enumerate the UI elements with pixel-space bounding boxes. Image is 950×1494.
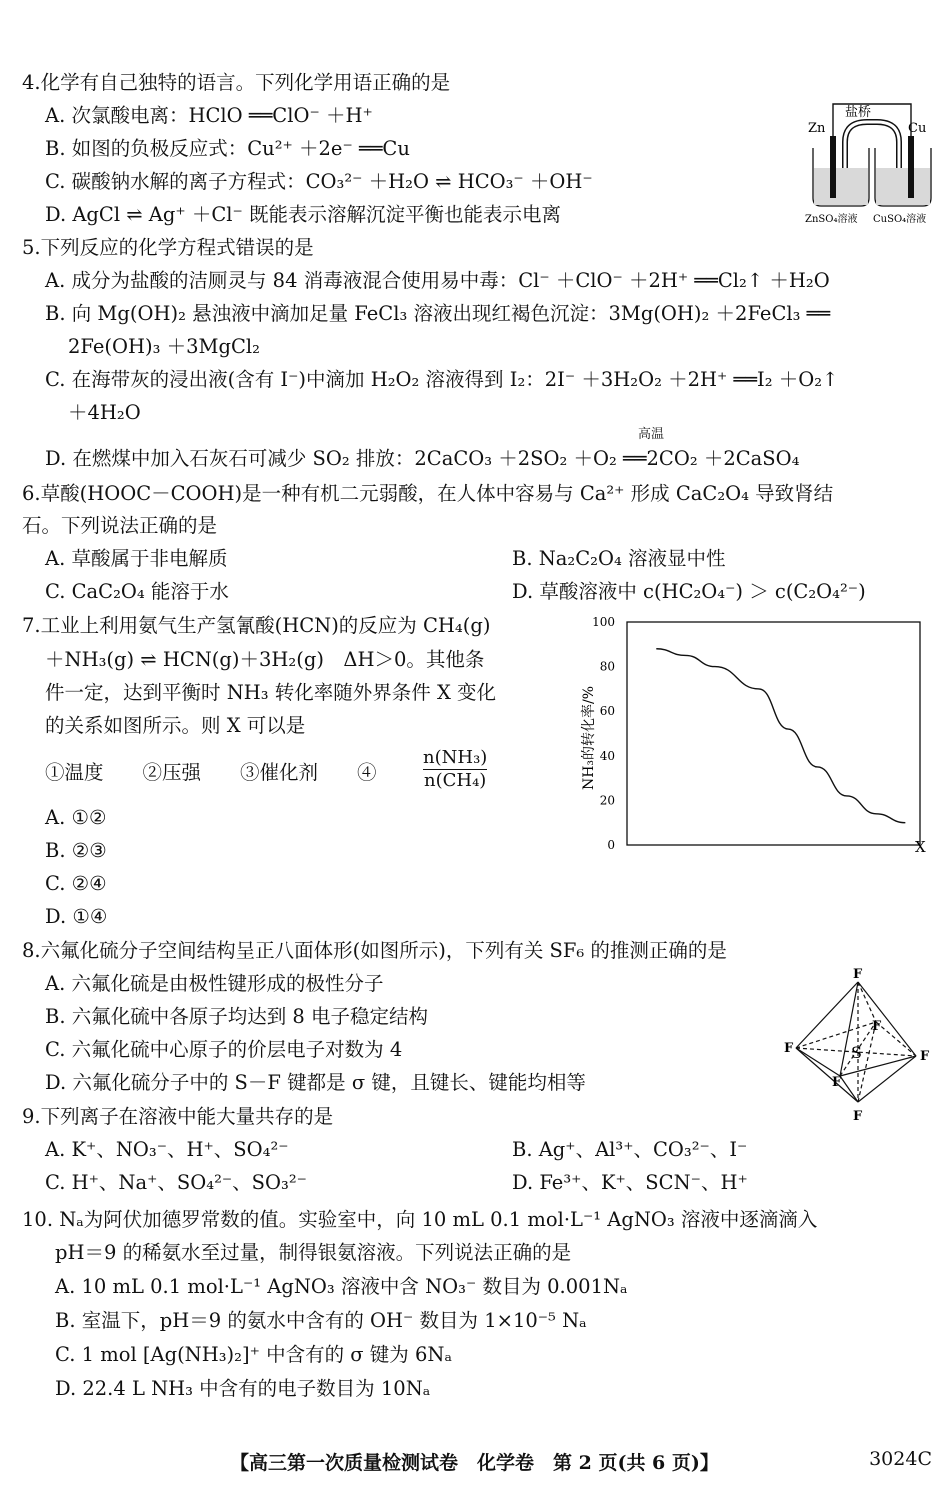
- zn-label: Zn: [808, 121, 826, 136]
- f-atom-top: F: [853, 967, 863, 982]
- q7-stem-line2: ＋NH₃(g) ⇌ HCN(g)＋3H₂(g) ΔH＞0。其他条: [45, 648, 485, 671]
- q10-stem-line1: 10. Nₐ为阿伏加德罗常数的值。实验室中，向 10 mL 0.1 mol·L⁻¹ AgNO₃ 溶液中逐滴滴入: [22, 1208, 818, 1231]
- y-axis-label: NH₃的转化率/%: [581, 685, 597, 791]
- f-atom-bottom: F: [853, 1109, 863, 1124]
- cuso4-label: CuSO₄溶液: [873, 214, 927, 225]
- f-atom-back: F: [872, 1019, 882, 1034]
- q10-option-d: D. 22.4 L NH₃ 中含有的电子数目为 10Nₐ: [55, 1377, 431, 1400]
- q5-option-c-line1: C. 在海带灰的浸出液(含有 I⁻)中滴加 H₂O₂ 溶液得到 I₂：2I⁻ ＋3H₂O₂ ＋2H⁺ ══I₂ ＋O₂↑: [45, 368, 839, 391]
- y-tick-label: 0: [607, 838, 615, 852]
- q10-option-a: A. 10 mL 0.1 mol·L⁻¹ AgNO₃ 溶液中含 NO₃⁻ 数目为 0.001Nₐ: [55, 1275, 628, 1298]
- x-axis-label: X: [915, 838, 926, 856]
- q8-option-c: C. 六氟化硫中心原子的价层电子对数为 4: [45, 1038, 403, 1061]
- salt-bridge-label: 盐桥: [845, 105, 872, 120]
- q6-option-a: A. 草酸属于非电解质: [45, 547, 228, 570]
- q7-stem-line4: 的关系如图所示。则 X 可以是: [45, 714, 306, 737]
- q5-stem: 5.下列反应的化学方程式错误的是: [22, 236, 314, 259]
- q4-stem: 4.化学有自己独特的语言。下列化学用语正确的是: [22, 71, 451, 94]
- q5-option-d: D. 在燃煤中加入石灰石可减少 SO₂ 排放：2CaCO₃ ＋2SO₂ ＋O₂ ══2CO₂ ＋2CaSO₄: [45, 447, 800, 470]
- page-footer: 【高三第一次质量检测试卷 化学卷 第 2 页(共 6 页)】: [230, 1452, 719, 1474]
- q6-option-b: B. Na₂C₂O₄ 溶液显中性: [512, 547, 726, 570]
- f-atom-front: F: [832, 1075, 842, 1090]
- q4-option-c: C. 碳酸钠水解的离子方程式：CO₃²⁻ ＋H₂O ⇌ HCO₃⁻ ＋OH⁻: [45, 170, 593, 193]
- y-tick-label: 60: [599, 704, 615, 719]
- q5-option-a: A. 成分为盐酸的洁厕灵与 84 消毒液混合使用易中毒：Cl⁻ ＋ClO⁻ ＋2H⁺ ══Cl₂↑ ＋H₂O: [45, 269, 830, 292]
- q10-option-c: C. 1 mol [Ag(NH₃)₂]⁺ 中含有的 σ 键为 6Nₐ: [55, 1343, 452, 1366]
- q7-option-a: A. ①②: [45, 806, 107, 829]
- q7-option-b: B. ②③: [45, 839, 107, 862]
- q7-ratio-fraction: [423, 747, 487, 792]
- q4-option-b: B. 如图的负极反应式：Cu²⁺ ＋2e⁻ ══Cu: [45, 137, 410, 160]
- conversion-curve: [656, 649, 905, 823]
- q10-option-b: B. 室温下，pH＝9 的氨水中含有的 OH⁻ 数目为 1×10⁻⁵ Nₐ: [55, 1309, 587, 1332]
- center-atom-label: S: [851, 1043, 862, 1062]
- fraction-denominator: n(CH₄): [423, 770, 487, 791]
- cu-label: Cu: [908, 121, 927, 136]
- q6-stem-line2: 石。下列说法正确的是: [22, 514, 218, 537]
- q6-option-c: C. CaC₂O₄ 能溶于水: [45, 580, 229, 603]
- paper-code: 3024C: [869, 1448, 932, 1470]
- conversion-chart: [565, 610, 935, 860]
- fraction-numerator: n(NH₃): [423, 747, 488, 768]
- q6-option-d: D. 草酸溶液中 c(HC₂O₄⁻) ＞ c(C₂O₄²⁻): [512, 580, 866, 603]
- q8-stem: 8.六氟化硫分子空间结构呈正八面体形(如图所示)，下列有关 SF₆ 的推测正确的是: [22, 939, 727, 962]
- q8-option-a: A. 六氟化硫是由极性键形成的极性分子: [45, 972, 384, 995]
- plot-frame: [627, 622, 920, 845]
- q10-stem-line2: pH＝9 的稀氨水至过量，制得银氨溶液。下列说法正确的是: [55, 1241, 572, 1264]
- q8-option-b: B. 六氟化硫中各原子均达到 8 电子稳定结构: [45, 1005, 429, 1028]
- q4-option-a: A. 次氯酸电离：HClO ══ClO⁻ ＋H⁺: [45, 104, 373, 127]
- sf6-octahedron-figure: [780, 962, 940, 1128]
- q8-option-d: D. 六氟化硫分子中的 S－F 键都是 σ 键，且键长、键能均相等: [45, 1071, 586, 1094]
- q7-conditions: ①温度 ②压强 ③催化剂 ④: [45, 761, 377, 784]
- f-atom-right: F: [920, 1049, 930, 1064]
- q5-d-condition: 高温: [638, 427, 665, 442]
- q7-option-d: D. ①④: [45, 905, 108, 928]
- q5-option-b-line1: B. 向 Mg(OH)₂ 悬浊液中滴加足量 FeCl₃ 溶液出现红褐色沉淀：3Mg(OH)₂ ＋2FeCl₃ ══: [45, 302, 831, 325]
- galvanic-cell-figure: [805, 98, 940, 226]
- q7-stem-line1: 7.工业上利用氨气生产氢氰酸(HCN)的反应为 CH₄(g): [22, 614, 491, 637]
- q7-stem-line3: 件一定，达到平衡时 NH₃ 转化率随外界条件 X 变化: [45, 681, 497, 704]
- q9-option-b: B. Ag⁺、Al³⁺、CO₃²⁻、I⁻: [512, 1138, 748, 1161]
- y-tick-label: 40: [599, 748, 615, 763]
- f-atom-left: F: [784, 1041, 794, 1056]
- q6-stem-line1: 6.草酸(HOOC－COOH)是一种有机二元弱酸，在人体中容易与 Ca²⁺ 形成 CaC₂O₄ 导致肾结: [22, 482, 834, 505]
- q4-option-d: D. AgCl ⇌ Ag⁺ ＋Cl⁻ 既能表示溶解沉淀平衡也能表示电离: [45, 203, 561, 226]
- q7-option-c: C. ②④: [45, 872, 107, 895]
- znso4-label: ZnSO₄溶液: [805, 214, 858, 225]
- q9-stem: 9.下列离子在溶液中能大量共存的是: [22, 1105, 334, 1128]
- q9-option-c: C. H⁺、Na⁺、SO₄²⁻、SO₃²⁻: [45, 1171, 307, 1194]
- y-tick-label: 80: [599, 659, 615, 674]
- y-tick-label: 100: [592, 615, 615, 629]
- y-tick-label: 20: [599, 793, 615, 808]
- q5-option-c-line2: ＋4H₂O: [68, 401, 141, 424]
- q9-option-d: D. Fe³⁺、K⁺、SCN⁻、H⁺: [512, 1171, 748, 1194]
- q5-option-b-line2: 2Fe(OH)₃ ＋3MgCl₂: [68, 335, 260, 358]
- q9-option-a: A. K⁺、NO₃⁻、H⁺、SO₄²⁻: [45, 1138, 289, 1161]
